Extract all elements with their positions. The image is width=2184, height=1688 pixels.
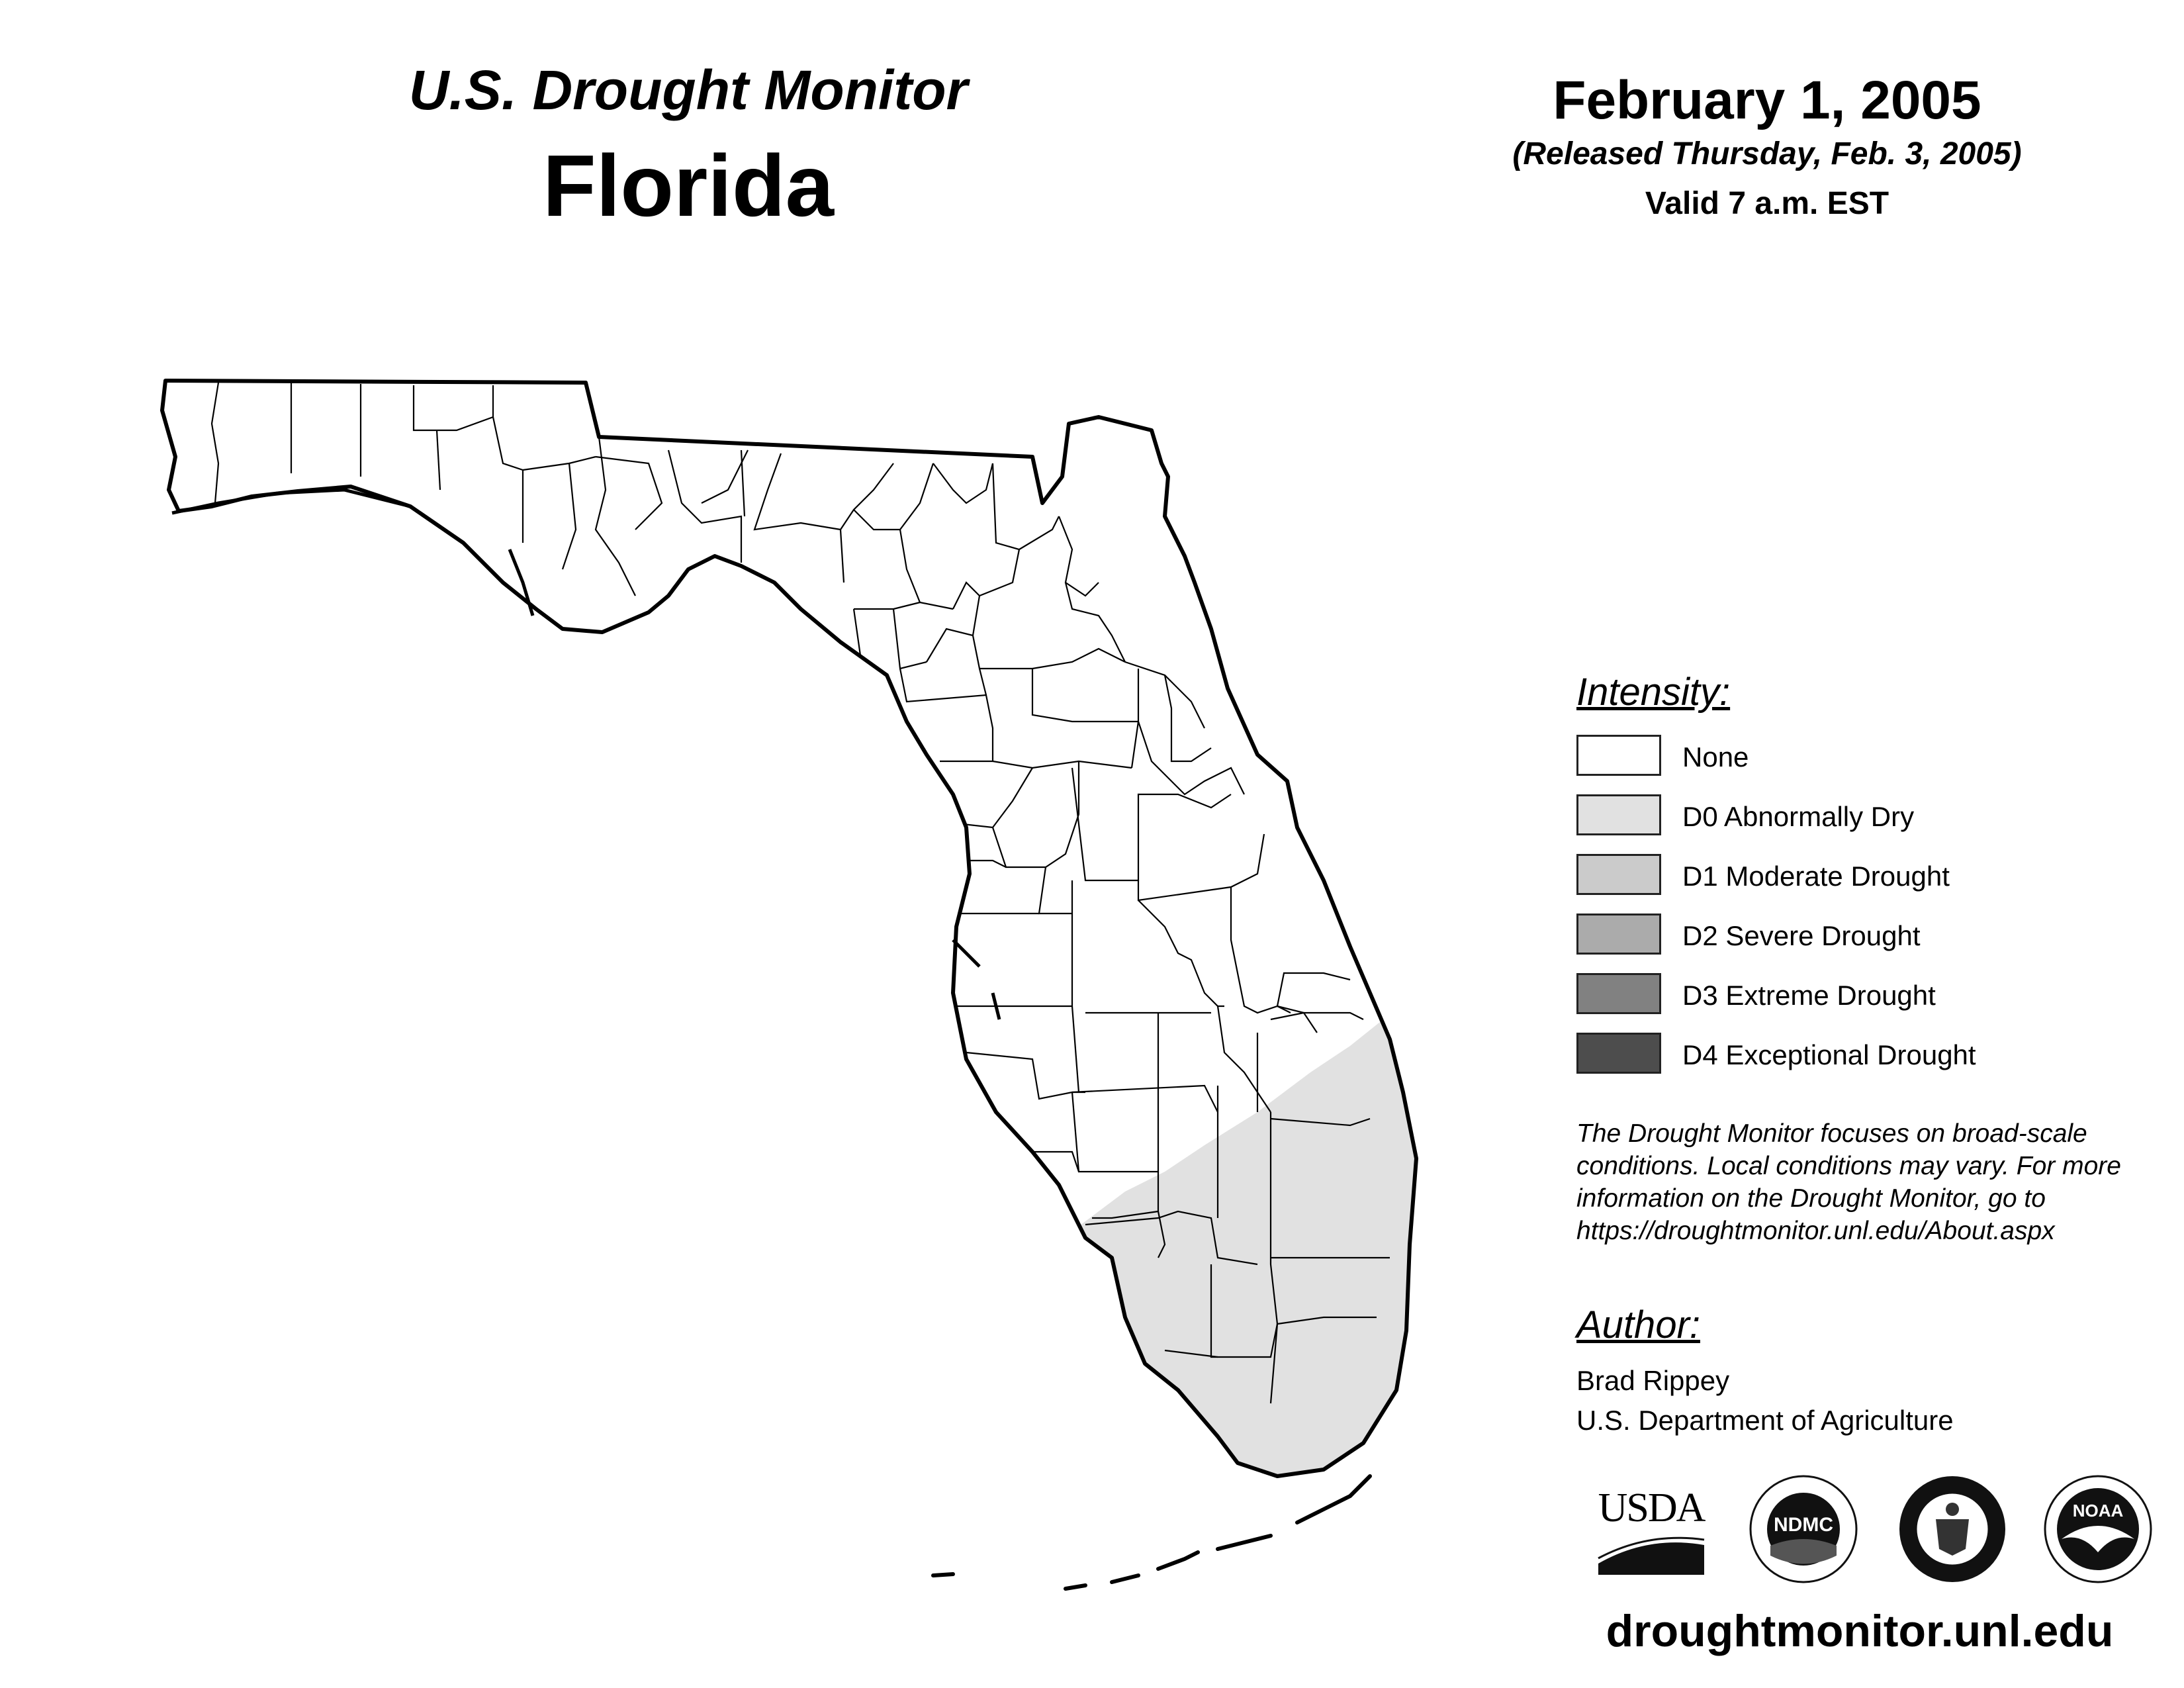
note-line: The Drought Monitor focuses on broad-scale bbox=[1576, 1119, 2087, 1148]
legend-title: Intensity: bbox=[1576, 671, 1731, 714]
ndmc-logo bbox=[1747, 1473, 1860, 1592]
legend-item-d3 bbox=[1576, 973, 2172, 1021]
map-title: Florida bbox=[542, 137, 835, 234]
noaa-logo bbox=[2042, 1473, 2154, 1592]
legend-label-d2: D2 Severe Drought bbox=[1682, 920, 1921, 951]
legend-swatch-none bbox=[1576, 735, 1661, 776]
release-date: (Released Thursday, Feb. 3, 2005) bbox=[1512, 136, 2022, 171]
legend-item-d1 bbox=[1576, 854, 2172, 902]
usda-logo-swoosh bbox=[1595, 1532, 1707, 1578]
legend-item-none bbox=[1576, 735, 2172, 782]
footer-url[interactable]: droughtmonitor.unl.edu bbox=[1606, 1606, 2114, 1656]
note-line: conditions. Local conditions may vary. For more bbox=[1576, 1152, 2121, 1180]
author-org: U.S. Department of Agriculture bbox=[1576, 1405, 1954, 1436]
legend-swatch-d1 bbox=[1576, 854, 1661, 895]
legend-label-d0: D0 Abnormally Dry bbox=[1682, 801, 1915, 832]
legend-label-none: None bbox=[1682, 741, 1749, 773]
florida-keys bbox=[933, 1476, 1370, 1589]
legend-swatch-d0 bbox=[1576, 794, 1661, 835]
usda-logo-text: USDA bbox=[1598, 1485, 1705, 1530]
commerce-seal-logo bbox=[1896, 1473, 2009, 1592]
legend-label-d3: D3 Extreme Drought bbox=[1682, 980, 1936, 1011]
disclaimer-note bbox=[1576, 1117, 2172, 1247]
legend-label-d1: D1 Moderate Drought bbox=[1682, 861, 1950, 892]
valid-time: Valid 7 a.m. EST bbox=[1645, 186, 1889, 221]
author-title: Author: bbox=[1576, 1303, 1700, 1346]
ndmc-logo-text: NDMC bbox=[1774, 1514, 1833, 1536]
legend-item-d0 bbox=[1576, 794, 2172, 842]
note-line: information on the Drought Monitor, go to bbox=[1576, 1184, 2046, 1213]
legend-item-d4 bbox=[1576, 1033, 2172, 1080]
legend-item-d2 bbox=[1576, 914, 2172, 961]
author-name: Brad Rippey bbox=[1576, 1365, 1730, 1396]
note-url[interactable]: https://droughtmonitor.unl.edu/About.aspx bbox=[1576, 1217, 2055, 1245]
noaa-logo-text: NOAA bbox=[2072, 1501, 2124, 1521]
legend-label-d4: D4 Exceptional Drought bbox=[1682, 1039, 1976, 1070]
legend-swatch-d2 bbox=[1576, 914, 1661, 955]
map-date: February 1, 2005 bbox=[1553, 70, 1981, 130]
map-subtitle: U.S. Drought Monitor bbox=[408, 59, 968, 121]
legend-swatch-d4 bbox=[1576, 1033, 1661, 1074]
usda-logo bbox=[1595, 1473, 1707, 1592]
legend-swatch-d3 bbox=[1576, 973, 1661, 1014]
